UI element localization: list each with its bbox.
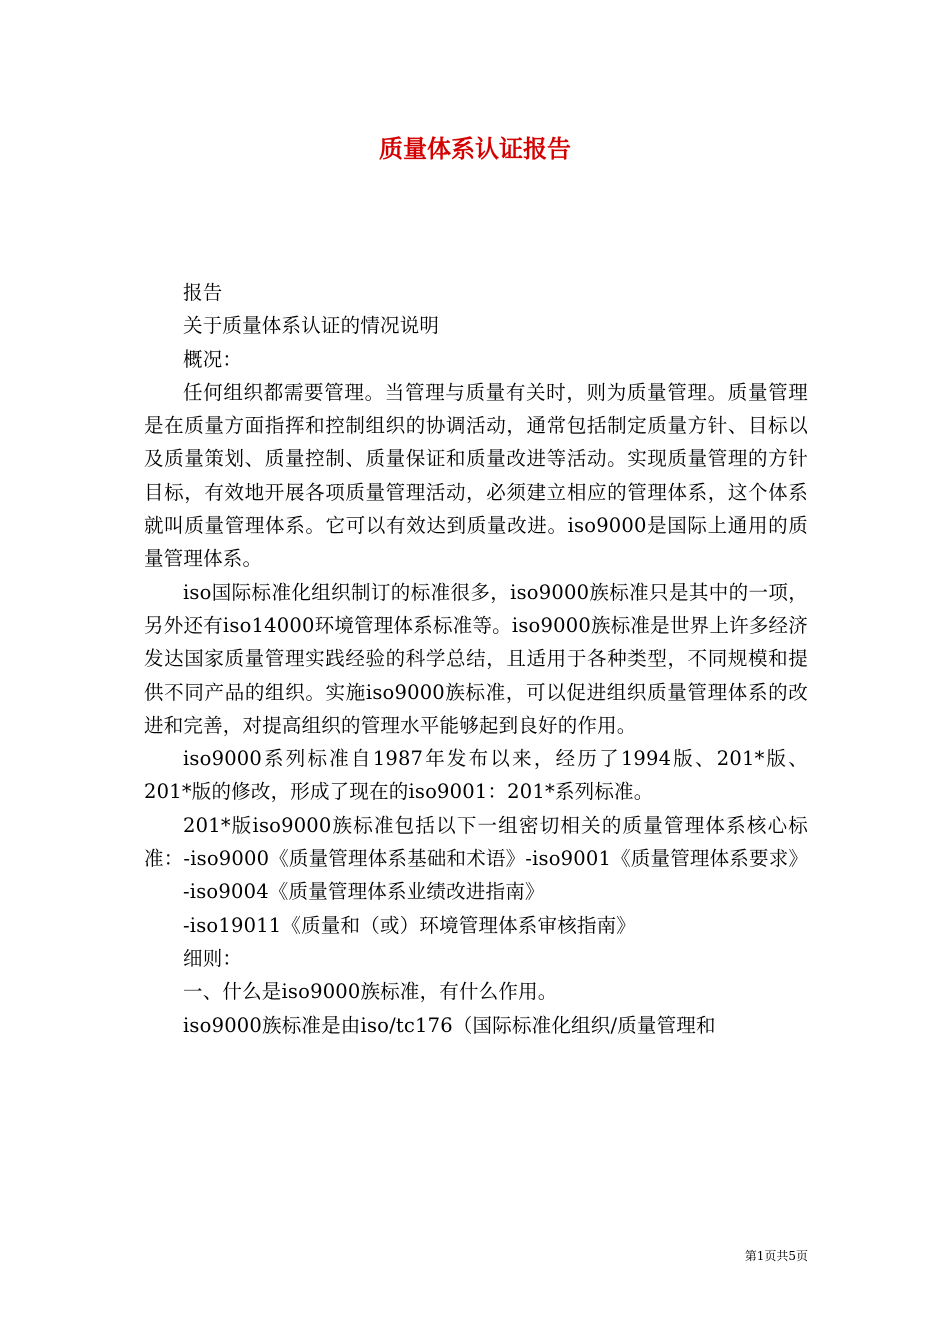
paragraph-iso9004: -iso9004《质量管理体系业绩改进指南》 <box>183 880 545 904</box>
paragraph-iso-standards: iso国际标准化组织制订的标准很多，iso9000族标准只是其中的一项，另外还有iso14000环境管理体系标准等。iso9000族标准是世界上许多经济发达国家质量管理实践经验的科学总结，且适用于各种类型，不同规模和提供不同产品的组织。实施iso9000族标准，可以促进组织质量管理体系的改进和完善，对提高组织的管理水平能够起到良好的作用。 <box>144 580 808 737</box>
paragraph-section-one-text: iso9000族标准是由iso/tc176（国际标准化组织/质量管理和 <box>183 1013 716 1037</box>
paragraph-iso-history: iso9000系列标准自1987年发布以来，经历了1994版、201*版、201*版的修改，形成了现在的iso9001：201*系列标准。 <box>144 747 808 804</box>
paragraph-iso19011: -iso19011《质量和（或）环境管理体系审核指南》 <box>183 913 637 937</box>
document-body <box>144 276 808 1042</box>
page-number: 第1页共5页 <box>744 1249 808 1263</box>
paragraph-subject: 关于质量体系认证的情况说明 <box>183 314 440 338</box>
paragraph-section-one: 一、什么是iso9000族标准，有什么作用。 <box>183 980 558 1004</box>
document-title: 质量体系认证报告 <box>379 134 571 163</box>
paragraph-details-heading: 细则： <box>183 946 243 970</box>
paragraph-report: 报告 <box>183 281 223 304</box>
paragraph-overview-heading: 概况： <box>183 347 243 371</box>
paragraph-core-standards: 201*版iso9000族标准包括以下一组密切相关的质量管理体系核心标准：-iso9000《质量管理体系基础和术语》-iso9001《质量管理体系要求》 <box>144 813 809 871</box>
paragraph-overview-text: 任何组织都需要管理。当管理与质量有关时，则为质量管理。质量管理是在质量方面指挥和控制组织的协调活动，通常包括制定质量方针、目标以及质量策划、质量控制、质量保证和质量改进等活动。实现质量管理的方针目标，有效地开展各项质量管理活动，必须建立相应的管理体系，这个体系就叫质量管理体系。它可以有效达到质量改进。iso9000是国际上通用的质量管理体系。 <box>144 380 808 571</box>
